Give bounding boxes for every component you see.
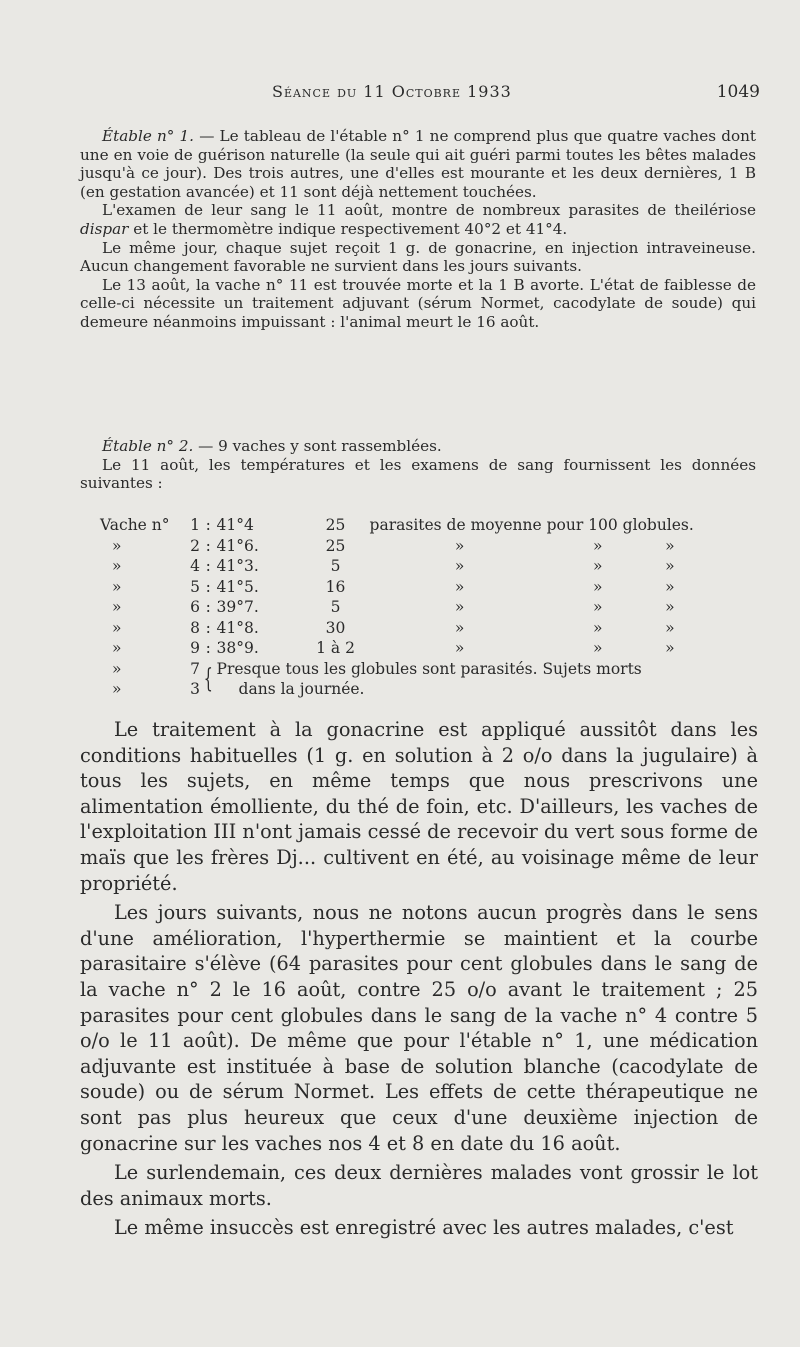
paragraph: Le même insuccès est enregistré avec les autres malades, c'est: [114, 1216, 734, 1240]
table-row-dead: » 3 dans la journée.: [112, 680, 365, 699]
table-row: » 9 : 38°9. 1 à 2 » » »: [112, 639, 675, 658]
main-text: [80, 717, 758, 1241]
paragraph: Le 13 août, la vache n° 11 est trouvée morte et la 1 B avorte. L'état de faiblesse de celle-ci nécessite un traitement adjuvant (sérum Normet, cacodylate de soude) qui demeure néanmoins impuissant : l'animal meurt le 16 août.: [80, 275, 756, 331]
table-row-dead: » 7 { Presque tous les globules sont parasités. Sujets morts: [100, 659, 694, 680]
table-row: » 8 : 41°8. 30 » » »: [112, 618, 675, 637]
running-title: Séance du 11 Octobre 1933: [272, 82, 512, 101]
paragraph: Étable n° 2. — 9 vaches y sont rassemblées.: [102, 437, 442, 455]
table-row: » 6 : 39°7. 5 » » »: [112, 598, 675, 617]
paragraph: Le traitement à la gonacrine est appliqué aussitôt dans les conditions habituelles (1 g. en solution à 2 o/o dans la jugulaire) à tous les sujets, en même temps que nous prescrivons une alimentation émolliente, du thé de foin, etc. D'ailleurs, les vaches de l'exploitation III n'ont jamais cessé de recevoir du vert sous forme de maïs que les frères Dj... cultivent en été, au voisinage même de leur propriété.: [80, 718, 758, 895]
section-heading: Étable n° 2.: [102, 437, 194, 455]
page-header: [0, 82, 800, 112]
vaches-table: [100, 515, 694, 700]
paragraph: Le 11 août, les températures et les examens de sang fournissent les données suivantes :: [80, 455, 756, 493]
table-row: » 4 : 41°3. 5 » » »: [112, 557, 675, 576]
paragraph: Étable n° 1. — Le tableau de l'étable n° 1 ne comprend plus que quatre vaches dont une en voie de guérison naturelle (la seule qui ait guéri parmi toutes les bêtes malades jusqu'à ce jour). Des trois autres, une d'elles est mourante et les deux dernières, 1 B (en gestation avancée) et 11 sont déjà nettement touchées.: [80, 127, 756, 201]
brace-glyph: {: [203, 664, 213, 694]
page-number: 1049: [716, 82, 760, 102]
table-row: » 2 : 41°6. 25 » » »: [112, 536, 675, 555]
paragraph: Le même jour, chaque sujet reçoit 1 g. de gonacrine, en injection intraveineuse. Aucun changement favorable ne survient dans les jours suivants.: [80, 238, 756, 276]
paragraph: Le surlendemain, ces deux dernières malades vont grossir le lot des animaux morts.: [80, 1161, 758, 1210]
section-etable-2: [80, 437, 756, 493]
paragraph: L'examen de leur sang le 11 août, montre de nombreux parasites de theilériose dispar et le thermomètre indique respectivement 40°2 et 41°4.: [80, 201, 756, 238]
paragraph: Les jours suivants, nous ne notons aucun progrès dans le sens d'une amélioration, l'hyperthermie se maintient et la courbe parasitaire s'élève (64 parasites pour cent globules dans le sang de la vache n° 2 le 16 août, contre 25 o/o avant le traitement ; 25 parasites pour cent globules dans le sang de la vache n° 4 contre 5 o/o le 11 août). De même que pour l'étable n° 1, une médication adjuvante est instituée à base de solution blanche (cacodylate de soude) ou de sérum Normet. Les effets de cette thérapeutique ne sont pas plus heureux que ceux d'une deuxième injection de gonacrine sur les vaches nos 4 et 8 en date du 16 août.: [80, 901, 758, 1155]
table-row: Vache n° 1 : 41°4 25 parasites de moyenne pour 100 globules.: [100, 516, 694, 535]
section-etable-1: [80, 127, 756, 332]
section-heading: Étable n° 1.: [102, 127, 195, 145]
table-row: » 5 : 41°5. 16 » » »: [112, 577, 675, 596]
